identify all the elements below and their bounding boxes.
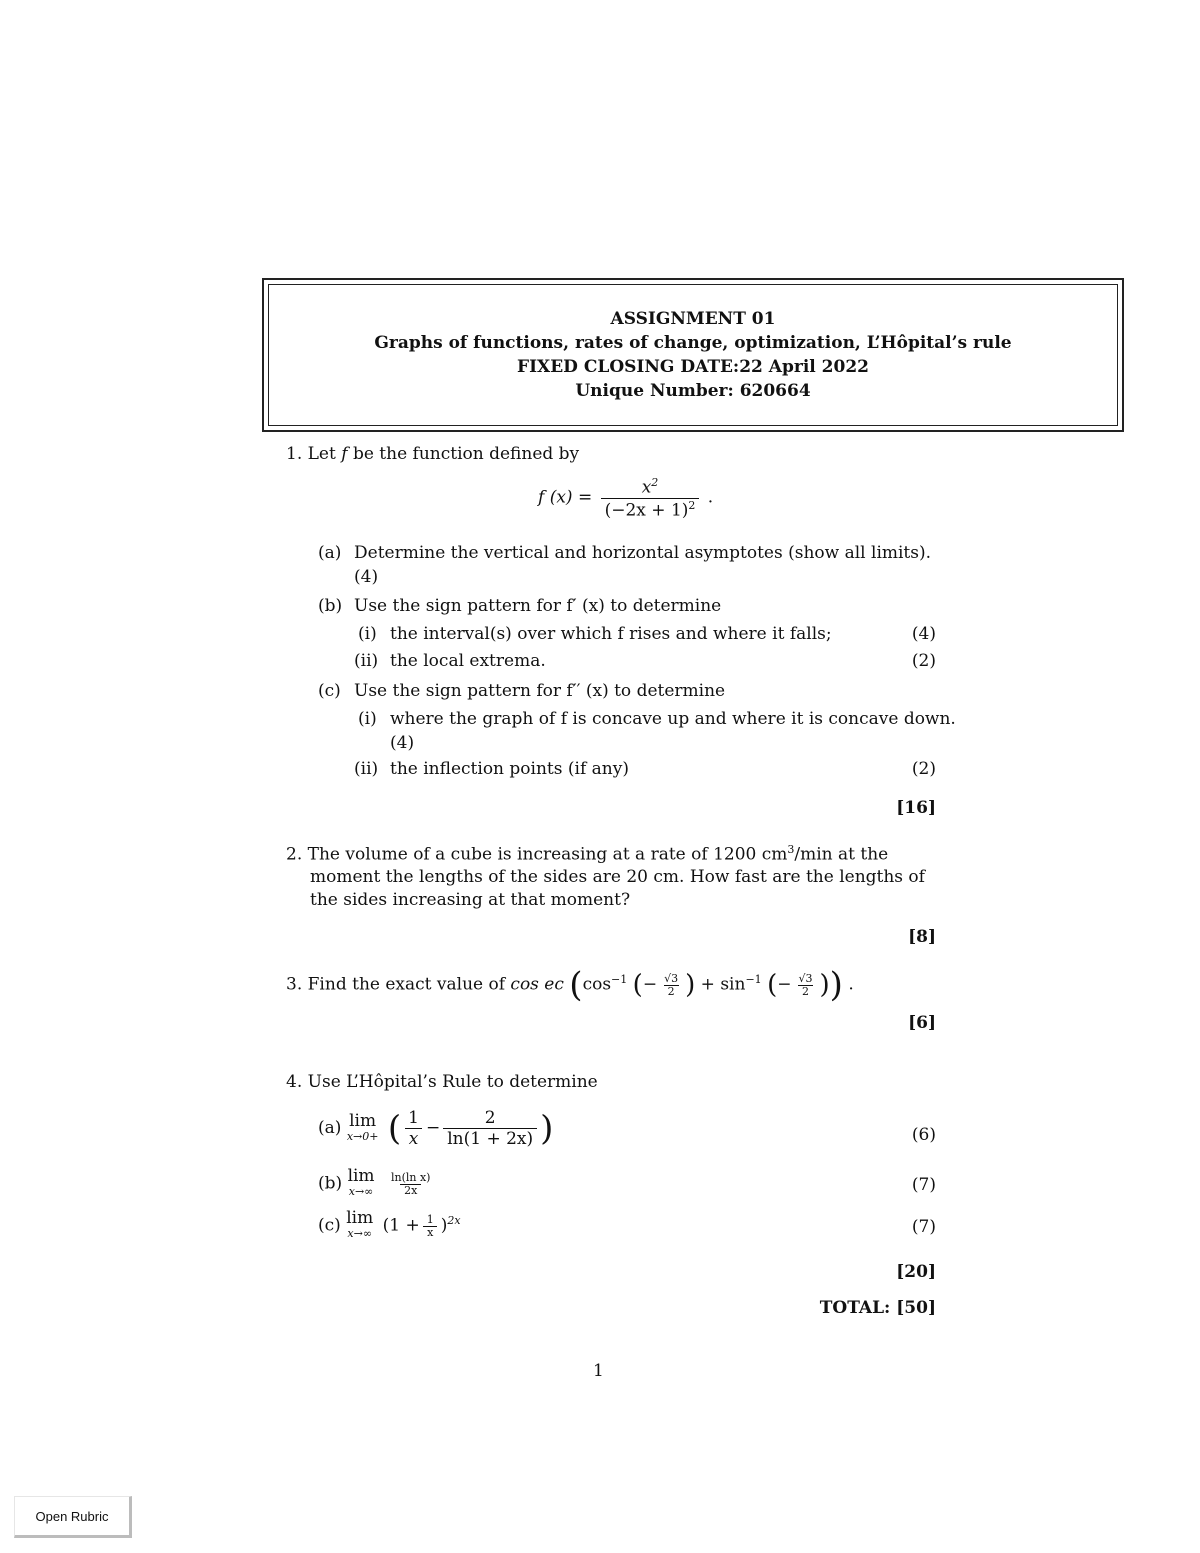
q4c-limit: lim x→∞ <box>346 1208 374 1240</box>
q1cii-marks: (2) <box>911 759 936 779</box>
assignment-title: ASSIGNMENT 01 <box>610 309 776 329</box>
q1ci-text: where the graph of f is concave up and where it is concave down. <box>390 709 956 729</box>
q4c-frac: $\frac{1}{x}$ <box>423 1214 438 1239</box>
q1b-text: Use the sign pattern for f′ (x) to determine <box>354 596 722 616</box>
q1bi-label: (i) <box>358 624 377 644</box>
q1ci-label: (i) <box>358 709 377 729</box>
q1-intro-text: be the function defined by <box>352 444 580 464</box>
q1-intro-let: Let <box>307 444 336 464</box>
q4a-limit: lim x→0+ <box>346 1110 379 1143</box>
q3-total: [6] <box>908 1013 936 1033</box>
q1cii-text: the inflection points (if any) <box>390 759 629 779</box>
q1-intro-f: f <box>341 444 348 464</box>
q1bii-marks: (2) <box>911 651 936 671</box>
q2-total: [8] <box>908 927 936 947</box>
q1-formula <box>538 476 713 520</box>
q1a-label: (a) <box>318 543 342 563</box>
q1bii-label: (ii) <box>354 651 379 671</box>
q1bi-text: the interval(s) over which f rises and where it falls; <box>390 624 832 644</box>
q4a-label: (a) <box>318 1118 342 1138</box>
q1c-text: Use the sign pattern for f′′ (x) to determine <box>354 681 726 701</box>
q2-line3: the sides increasing at that moment? <box>310 890 631 910</box>
page-number: 1 <box>593 1361 604 1381</box>
open-rubric-button[interactable]: Open Rubric <box>14 1496 132 1538</box>
q1bii-text: the local extrema. <box>390 651 546 671</box>
q1-intro <box>286 444 579 464</box>
q3-cosec: cos ec <box>510 974 564 995</box>
formula-numerator: $x^2$ <box>641 476 659 498</box>
q3-frac-2: $\frac{√3}{2}$ <box>798 971 813 998</box>
unique-number: Unique Number: 620664 <box>575 381 811 401</box>
q1-number: 1. <box>286 444 303 464</box>
q1-total: [16] <box>896 798 936 818</box>
q4a-expr: (a) lim x→0+ ( $\frac{1}{x}$ − $\frac{2}{\ln(1 + 2x)}$ ) <box>318 1108 554 1149</box>
formula-lhs: f (x) = <box>538 487 593 508</box>
q4b-marks: (7) <box>911 1175 936 1195</box>
q4b-label: (b) <box>318 1173 343 1194</box>
q2-number: 2. <box>286 844 303 865</box>
formula-denominator: $(-2x + 1)^2$ <box>601 498 700 521</box>
q4-number: 4. <box>286 1072 303 1092</box>
q4a-frac-1: $\frac{1}{x}$ <box>404 1108 423 1149</box>
q4c-marks: (7) <box>911 1217 936 1237</box>
q1b-label: (b) <box>318 596 343 616</box>
q3-number: 3. <box>286 974 303 995</box>
q4b-limit: lim x→∞ <box>347 1166 375 1198</box>
q4-total: [20] <box>896 1262 936 1282</box>
q4b-frac: $\frac{\text{ln(ln x)}}{2x}$ <box>390 1170 431 1197</box>
q4a-frac-2: $\frac{2}{\ln(1 + 2x)}$ <box>443 1108 537 1149</box>
q4b-expr <box>318 1168 437 1200</box>
q1cii-label: (ii) <box>354 759 379 779</box>
q1a-text: Determine the vertical and horizontal asymptotes (show all limits). <box>354 543 932 563</box>
q3-line: 3. Find the exact value of cos ec ($\cos^{-1}$ (− $\frac{√3}{2}$ ) + $\sin^{-1}$ (− $\frac{√3}{2}$ )) . <box>286 965 854 1005</box>
formula-fraction <box>601 476 700 520</box>
q2-line2: moment the lengths of the sides are 20 cm. How fast are the lengths of <box>310 867 925 887</box>
q1c-label: (c) <box>318 681 341 701</box>
assignment-header-box <box>262 278 1124 432</box>
formula-period: . <box>707 487 714 508</box>
grand-total: TOTAL: [50] <box>819 1298 936 1318</box>
q2-line1: 2. The volume of a cube is increasing at a rate of 1200 $cm^3/\min$ at the <box>286 843 889 865</box>
q1a-marks: (4) <box>354 567 379 587</box>
assignment-subtitle: Graphs of functions, rates of change, optimization, L’Hôpital’s rule <box>374 333 1012 353</box>
q4a-marks: (6) <box>911 1125 936 1145</box>
q4c-label: (c) <box>318 1215 341 1236</box>
q1ci-marks: (4) <box>390 733 415 753</box>
closing-date: FIXED CLOSING DATE:22 April 2022 <box>517 357 869 377</box>
q3-frac-1: $\frac{√3}{2}$ <box>664 971 679 998</box>
header-inner-frame <box>268 284 1118 426</box>
q4c-expr: (c) lim x→∞ (1 + $\frac{1}{x}$ )$^{2x}$ <box>318 1208 461 1240</box>
q1bi-marks: (4) <box>911 624 936 644</box>
q4-intro: 4. Use L’Hôpital’s Rule to determine <box>286 1072 598 1092</box>
